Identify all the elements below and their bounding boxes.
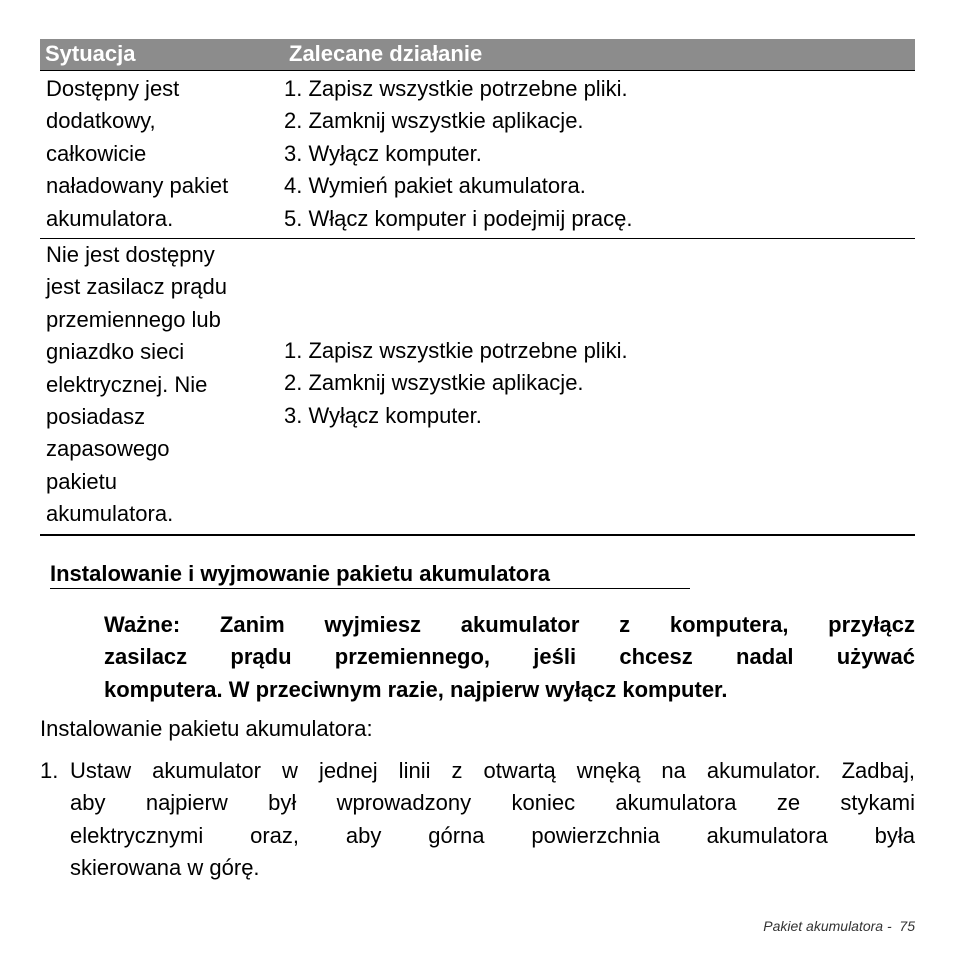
situation-cell bbox=[40, 71, 276, 235]
step-text bbox=[70, 755, 915, 885]
situation-line: naładowany pakiet bbox=[46, 173, 229, 199]
step-line: Ustaw akumulator w jednej linii z otwartą wnęką na akumulator. Zadbaj, bbox=[70, 758, 915, 783]
action-cell bbox=[276, 239, 915, 534]
action-step: 5. Włącz komputer i podejmij pracę. bbox=[284, 205, 633, 231]
action-step: 3. Wyłącz komputer. bbox=[284, 140, 482, 166]
note-line: komputera. W przeciwnym razie, najpierw wyłącz komputer. bbox=[104, 676, 728, 702]
important-note bbox=[104, 609, 915, 706]
situation-cell bbox=[40, 239, 276, 534]
action-step: 2. Zamknij wszystkie aplikacje. bbox=[284, 108, 584, 134]
instruction-step bbox=[40, 755, 915, 885]
step-line: skierowana w górę. bbox=[70, 855, 260, 881]
action-step: 3. Wyłącz komputer. bbox=[284, 402, 482, 428]
situation-line: akumulatora. bbox=[46, 205, 174, 231]
step-number: 1. bbox=[40, 758, 59, 783]
situation-line: całkowicie bbox=[46, 140, 147, 166]
action-step: 1. Zapisz wszystkie potrzebne pliki. bbox=[284, 337, 628, 363]
table-header bbox=[40, 39, 915, 71]
section-heading: Instalowanie i wyjmowanie pakietu akumulatora bbox=[50, 560, 690, 589]
situation-line: pakietu bbox=[46, 468, 117, 494]
table-row bbox=[40, 71, 915, 239]
situation-action-table bbox=[40, 39, 915, 536]
situation-line: przemiennego lub bbox=[46, 306, 221, 332]
situation-line: gniazdko sieci bbox=[46, 339, 185, 365]
situation-line: posiadasz bbox=[46, 404, 146, 430]
situation-line: dodatkowy, bbox=[46, 108, 156, 134]
situation-line: zapasowego bbox=[46, 436, 170, 462]
action-step: 1. Zapisz wszystkie potrzebne pliki. bbox=[284, 76, 628, 101]
situation-line: Nie jest dostępny bbox=[46, 242, 215, 267]
header-situation: Sytuacja bbox=[45, 41, 136, 66]
action-step: 2. Zamknij wszystkie aplikacje. bbox=[284, 370, 584, 396]
situation-line: elektrycznej. Nie bbox=[46, 371, 208, 397]
table-row bbox=[40, 239, 915, 536]
step-line: aby najpierw był wprowadzony koniec akumulatora ze stykami bbox=[70, 790, 915, 816]
note-line: Ważne: Zanim wyjmiesz akumulator z komputera, przyłącz bbox=[104, 612, 915, 637]
situation-line: akumulatora. bbox=[46, 501, 174, 527]
header-action: Zalecane działanie bbox=[289, 41, 483, 66]
intro-text: Instalowanie pakietu akumulatora: bbox=[40, 716, 373, 741]
note-line: zasilacz prądu przemiennego, jeśli chcesz nadal używać bbox=[104, 644, 915, 670]
situation-line: jest zasilacz prądu bbox=[46, 274, 227, 300]
page-footer: Pakiet akumulatora - 75 bbox=[763, 918, 915, 934]
step-line: elektrycznymi oraz, aby górna powierzchnia akumulatora była bbox=[70, 822, 915, 848]
action-step: 4. Wymień pakiet akumulatora. bbox=[284, 173, 586, 199]
situation-line: Dostępny jest bbox=[46, 76, 180, 101]
action-cell bbox=[276, 71, 915, 235]
